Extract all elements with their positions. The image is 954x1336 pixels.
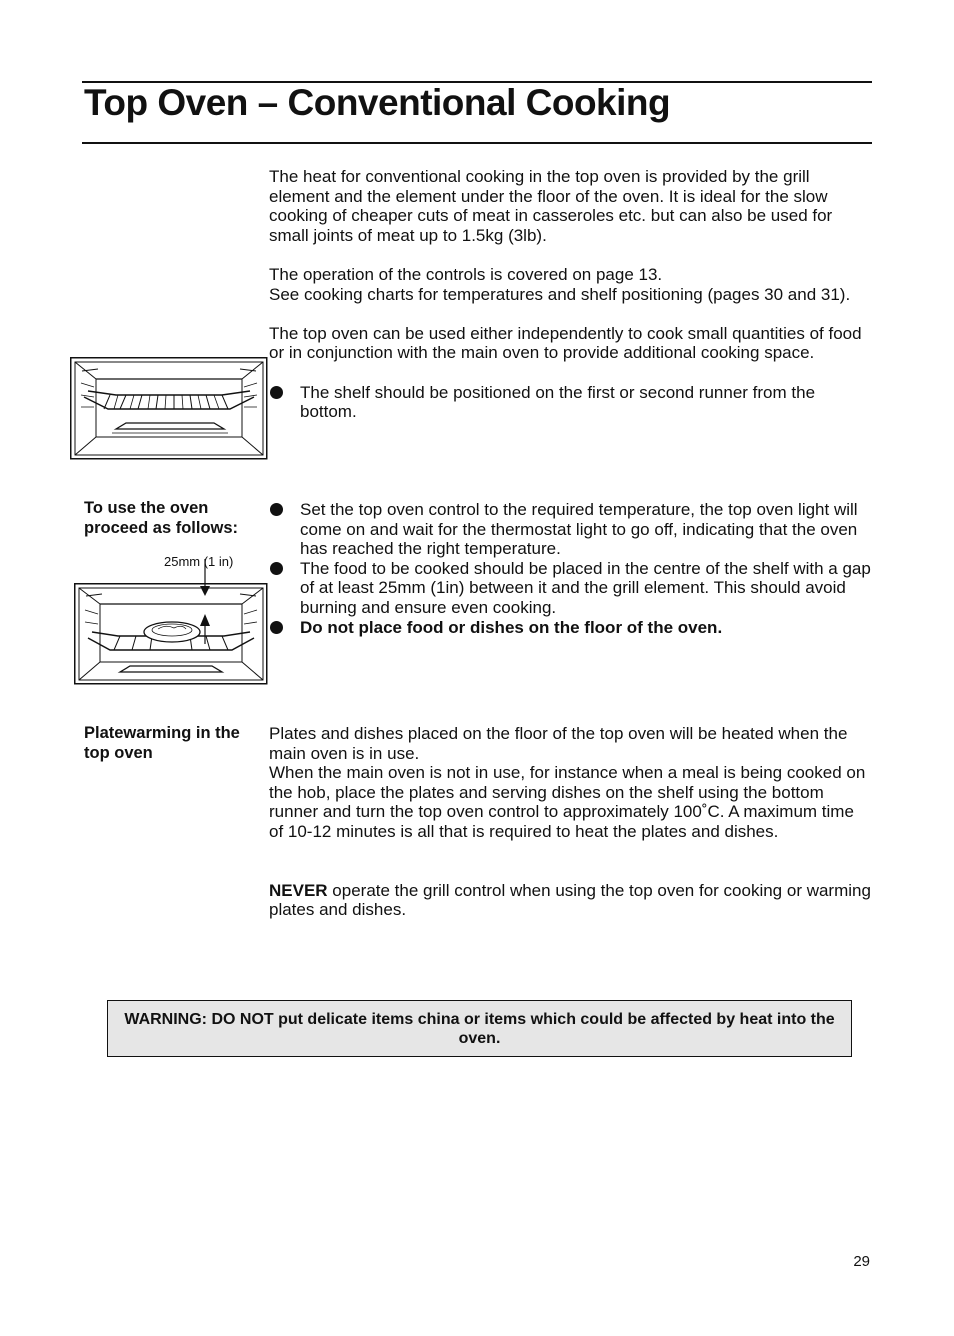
intro-section xyxy=(269,167,871,422)
intro-paragraph-1: The heat for conventional cooking in the top oven is provided by the grill element and the element under the floor of the oven. It is ideal for the slow cooking of cheaper cuts of meat in casseroles etc. but can also be used for small joints of meat up to 1.5kg (3lb). xyxy=(269,167,833,245)
bullet-text: The shelf should be positioned on the first or second runner from the bottom. xyxy=(300,382,816,422)
step-floor-warning xyxy=(269,618,871,638)
page-title: Top Oven – Conventional Cooking xyxy=(84,82,671,123)
use-oven-steps xyxy=(269,500,871,637)
platewarming-paragraph-2: When the main oven is not in use, for instance when a meal is being cooked on the hob, place the plates and serving dishes on the shelf using the bottom runner and turn the top oven control to approximately 100˚C. A maximum time of 10-12 minutes is all that is required to heat the plates and dishes. xyxy=(269,763,866,841)
warning-box xyxy=(107,1000,852,1057)
bullet-dot-icon xyxy=(270,386,283,399)
intro-paragraph-3: The top oven can be used either independently to cook small quantities of food or in conjunction with the main oven to provide additional cooking space. xyxy=(269,323,862,363)
title-underline xyxy=(82,142,872,144)
platewarming-paragraph-1: Plates and dishes placed on the floor of the top oven will be heated when the main oven is in use. xyxy=(269,724,848,763)
use-oven-heading: To use the oven proceed as follows: xyxy=(84,499,239,537)
oven-food-gap-illustration xyxy=(74,556,268,686)
bullet-dot-icon xyxy=(270,621,283,634)
gap-measurement-caption: 25mm (1 in) xyxy=(164,554,234,569)
platewarming-section xyxy=(269,724,871,920)
shelf-position-bullet xyxy=(269,383,871,422)
never-emphasis: NEVER xyxy=(269,880,328,900)
bullet-dot-icon xyxy=(270,562,283,575)
oven-shelf-illustration xyxy=(70,357,268,460)
platewarming-heading: Platewarming in the top oven xyxy=(84,724,240,762)
intro-paragraph-2b: See cooking charts for temperatures and shelf positioning (pages 30 and 31). xyxy=(269,284,851,304)
oven-shelf-icon xyxy=(70,357,268,460)
step-text: The food to be cooked should be placed in the centre of the shelf with a gap of at least 25mm (1in) between it and the grill element. This should avoid burning and ensure even cooking. xyxy=(300,558,871,617)
step-text: Do not place food or dishes on the floor of the oven. xyxy=(300,617,723,637)
intro-paragraph-2a: The operation of the controls is covered on page 13. xyxy=(269,264,663,284)
bullet-dot-icon xyxy=(270,503,283,516)
step-place-food xyxy=(269,559,871,618)
oven-gap-icon xyxy=(74,556,268,686)
step-text: Set the top oven control to the required temperature, the top oven light will come on and wait for the thermostat light to go off, indicating that the oven has reached the right temperature. xyxy=(300,500,858,559)
warning-text: WARNING: DO NOT put delicate items china or items which could be affected by heat into the oven. xyxy=(124,1010,835,1047)
step-set-control xyxy=(269,500,871,559)
never-note-text: operate the grill control when using the top oven for cooking or warming plates and dishes. xyxy=(269,880,871,920)
page-number: 29 xyxy=(853,1253,870,1270)
never-grill-note xyxy=(269,881,871,920)
